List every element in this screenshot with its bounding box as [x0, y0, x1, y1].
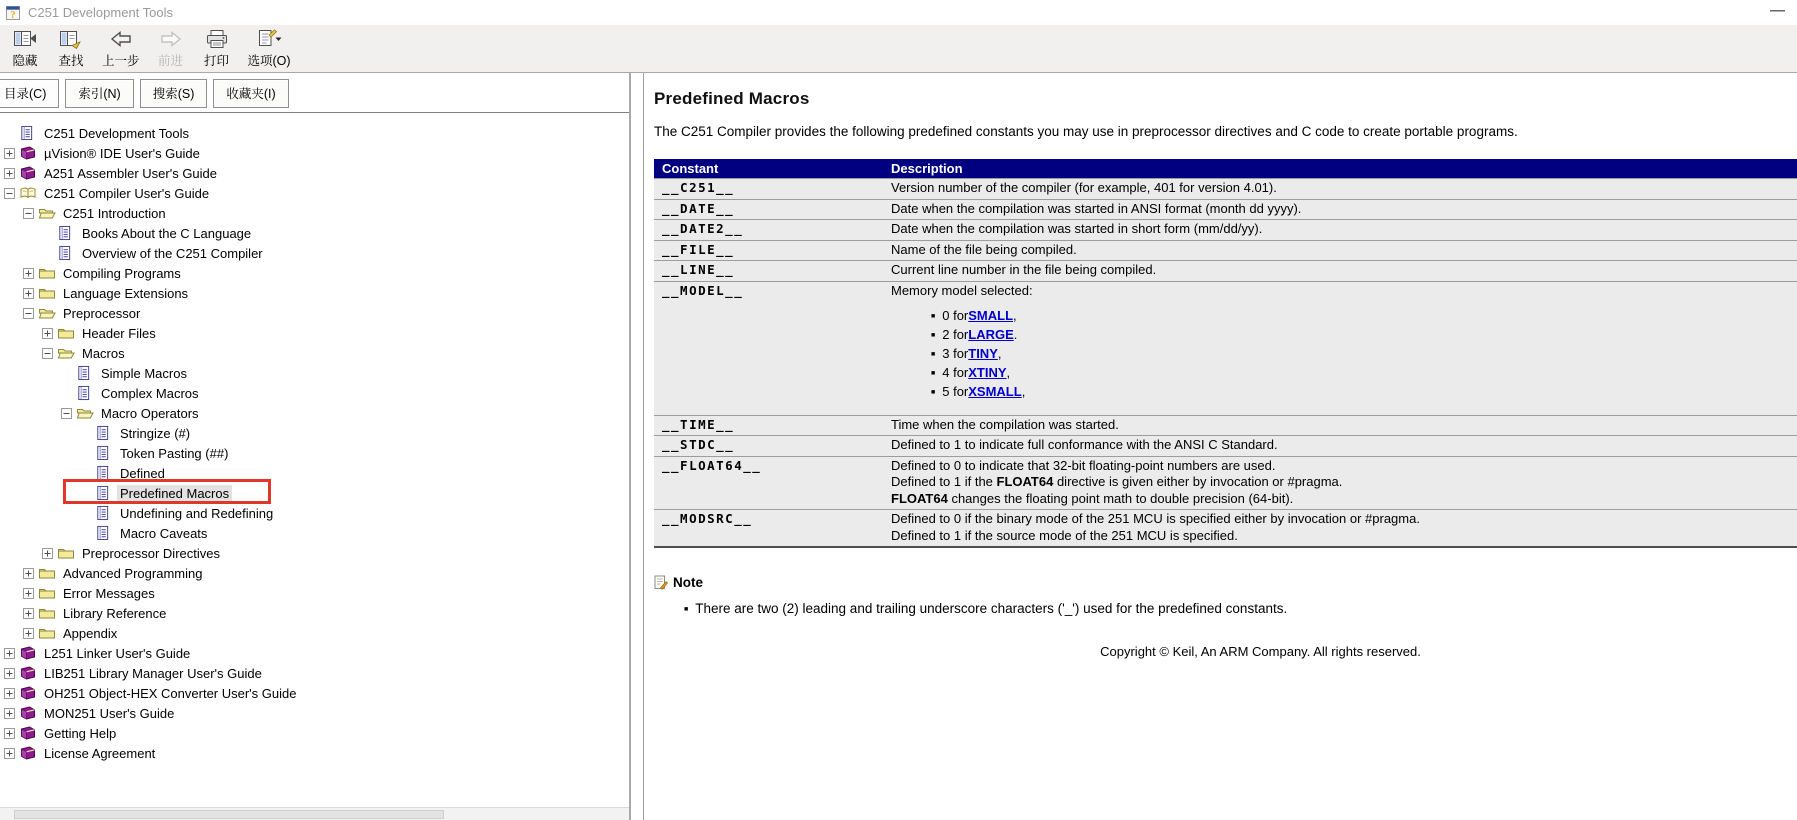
topic-page-icon	[76, 365, 94, 381]
tree-item-label: MON251 User's Guide	[44, 705, 175, 721]
tree-item-macro-operators[interactable]	[0, 403, 629, 423]
macro-description-line: Defined to 1 if the FLOAT64 directive is given either by invocation or #pragma.	[891, 474, 1343, 489]
expander-plus-icon[interactable]	[4, 708, 15, 719]
print-icon	[205, 29, 229, 49]
book-closed-icon	[19, 705, 37, 721]
tree-item-label: µVision® IDE User's Guide	[44, 145, 200, 161]
toolbar-button-label: 前进	[158, 54, 184, 68]
tree-horizontal-scrollbar[interactable]	[0, 807, 629, 820]
macro-constant: __STDC__	[662, 437, 735, 452]
tree-item-label: Header Files	[82, 325, 156, 341]
tree-item-overview-of-the-c251-compiler[interactable]	[0, 243, 629, 263]
folder-closed-icon	[38, 565, 56, 581]
tree-item-label: Macro Caveats	[120, 525, 208, 541]
macro-description-line: FLOAT64 changes the floating point math to double precision (64-bit).	[891, 490, 1294, 506]
folder-closed-icon	[38, 605, 56, 621]
link-xtiny[interactable]: XTINY	[968, 365, 1007, 380]
tree-item-label: Appendix	[63, 625, 118, 641]
note-text: There are two (2) leading and trailing underscore characters ('_') used for the predefined constants.	[695, 601, 1288, 616]
hide-pane-button[interactable]	[2, 26, 48, 71]
expander-plus-icon[interactable]	[23, 628, 34, 639]
topic-page-icon	[95, 445, 113, 461]
macro-constant: __MODEL__	[662, 282, 744, 298]
back-arrow-button[interactable]	[94, 26, 148, 71]
tree-item-token-pasting[interactable]	[0, 443, 629, 463]
macro-description-line: Date when the compilation was started in short form (mm/dd/yy).	[891, 221, 1263, 236]
tree-item-oh251-object-hex-converter-user-s-guide[interactable]	[0, 683, 629, 703]
macro-constant: __DATE__	[662, 200, 735, 216]
tree-item-label: C251 Compiler User's Guide	[44, 185, 210, 201]
tree-item-header-files[interactable]	[0, 323, 629, 343]
tab-favorites[interactable]: 收藏夹(I)	[213, 79, 288, 108]
expander-minus-icon[interactable]	[61, 408, 72, 419]
square-bullet-icon: ■	[931, 389, 936, 396]
print-button[interactable]	[194, 26, 240, 71]
tree-item-label: Error Messages	[63, 585, 155, 601]
topic-page-icon	[95, 505, 113, 521]
tree-item-label: Simple Macros	[101, 365, 187, 381]
topic-page-icon	[95, 425, 113, 441]
link-tiny[interactable]: TINY	[968, 346, 998, 361]
macro-description-line: Date when the compilation was started in ANSI format (month dd yyyy).	[891, 200, 1302, 216]
expander-plus-icon[interactable]	[4, 148, 15, 159]
book-closed-icon	[19, 645, 37, 661]
link-large[interactable]: LARGE	[968, 327, 1014, 342]
tree-item-label: Advanced Programming	[63, 565, 203, 581]
expander-plus-icon[interactable]	[23, 288, 34, 299]
forward-arrow-button	[148, 26, 194, 71]
tree-item-macros[interactable]	[0, 343, 629, 363]
tree-item-advanced-programming[interactable]	[0, 563, 629, 583]
topic-page-icon	[57, 225, 75, 241]
toolbar-button-label: 打印	[204, 54, 230, 68]
topic-page-icon	[76, 385, 94, 401]
book-closed-icon	[19, 145, 37, 161]
tree-item-lib251-library-manager-user-s-guide[interactable]	[0, 663, 629, 683]
intro-paragraph: The C251 Compiler provides the following predefined constants you may use in preprocessor directives and C code to create portable programs.	[654, 124, 1518, 139]
tree-item-library-reference[interactable]	[0, 603, 629, 623]
macro-description-line: Defined to 0 if the binary mode of the 251 MCU is specified either by invocation or #pragma.	[891, 511, 1420, 526]
tree-item-complex-macros[interactable]	[0, 383, 629, 403]
macro-constant: __TIME__	[662, 416, 735, 432]
tree-item-getting-help[interactable]	[0, 723, 629, 743]
copyright-line: Copyright © Keil, An ARM Company. All rights reserved.	[1100, 644, 1421, 659]
tree-item-stringize[interactable]	[0, 423, 629, 443]
expander-plus-icon[interactable]	[23, 268, 34, 279]
tree-item-label: Defined	[120, 465, 165, 481]
memory-model-list	[931, 308, 1789, 403]
minimize-button[interactable]: —	[1770, 2, 1785, 19]
link-small[interactable]: SMALL	[968, 308, 1014, 323]
macro-constant: __C251__	[662, 180, 735, 195]
macro-constant: __LINE__	[662, 262, 735, 277]
pane-splitter[interactable]	[631, 73, 643, 820]
topic-pane	[643, 73, 1797, 820]
expander-plus-icon[interactable]	[4, 168, 15, 179]
toolbar-button-label: 查找	[58, 54, 84, 68]
column-header-description: Description	[883, 159, 1797, 179]
macro-description-line: Version number of the compiler (for example, 401 for version 4.01).	[891, 180, 1277, 195]
contents-tree	[0, 112, 629, 807]
expander-plus-icon[interactable]	[4, 648, 15, 659]
tree-item-compiling-programs[interactable]	[0, 263, 629, 283]
macro-description-line: Defined to 1 to indicate full conformance with the ANSI C Standard.	[891, 437, 1278, 452]
note-title: Note	[673, 574, 703, 590]
topic-page-icon	[57, 245, 75, 261]
tree-item-c251-introduction[interactable]	[0, 203, 629, 223]
book-closed-icon	[19, 685, 37, 701]
tree-item-language-extensions[interactable]	[0, 283, 629, 303]
tree-item-preprocessor-directives[interactable]	[0, 543, 629, 563]
tree-item-macro-caveats[interactable]	[0, 523, 629, 543]
predefined-macros-table	[654, 159, 1797, 548]
tree-item-error-messages[interactable]	[0, 583, 629, 603]
expander-plus-icon[interactable]	[4, 728, 15, 739]
topic-page-icon	[95, 525, 113, 541]
table-row	[654, 199, 1797, 220]
book-open-icon	[19, 185, 37, 201]
toolbar-button-label: 上一步	[102, 54, 140, 68]
square-bullet-icon: ■	[931, 370, 936, 377]
tree-item-label: Language Extensions	[63, 285, 189, 301]
options-icon	[255, 29, 283, 49]
list-item: ■ 2 for LARGE .	[931, 327, 1018, 342]
table-row	[654, 220, 1797, 241]
tree-item-label: Predefined Macros	[117, 485, 232, 502]
tree-item-a251-assembler-user-s-guide[interactable]	[0, 163, 629, 183]
list-item: ■ 3 for TINY ,	[931, 346, 1002, 361]
folder-closed-icon	[38, 265, 56, 281]
square-bullet-icon: ■	[684, 606, 689, 613]
book-closed-icon	[19, 165, 37, 181]
tree-item-label: Token Pasting (##)	[120, 445, 229, 461]
column-header-constant: Constant	[654, 159, 883, 179]
table-row	[654, 281, 1797, 415]
expander-plus-icon[interactable]	[23, 608, 34, 619]
tree-item-label: A251 Assembler User's Guide	[44, 165, 218, 181]
tree-item-label: License Agreement	[44, 745, 156, 761]
folder-closed-icon	[38, 625, 56, 641]
expander-plus-icon[interactable]	[4, 748, 15, 759]
expander-minus-icon[interactable]	[42, 348, 53, 359]
tab-strip	[0, 73, 629, 112]
tree-item-vision-ide-user-s-guide[interactable]	[0, 143, 629, 163]
expander-minus-icon[interactable]	[23, 308, 34, 319]
expander-plus-icon[interactable]	[4, 688, 15, 699]
table-row	[654, 436, 1797, 457]
tree-item-label: Library Reference	[63, 605, 167, 621]
square-bullet-icon: ■	[931, 332, 936, 339]
tree-item-label: C251 Introduction	[63, 205, 166, 221]
tree-item-mon251-user-s-guide[interactable]	[0, 703, 629, 723]
tab-index[interactable]: 索引(N)	[65, 79, 133, 108]
help-window-icon	[5, 5, 21, 21]
book-closed-icon	[19, 725, 37, 741]
tree-item-label: Getting Help	[44, 725, 117, 741]
tree-item-label: Macro Operators	[101, 405, 199, 421]
tree-item-license-agreement[interactable]	[0, 743, 629, 763]
square-bullet-icon: ■	[931, 351, 936, 358]
macro-description-line: Time when the compilation was started.	[891, 416, 1119, 432]
macro-constant: __MODSRC__	[662, 511, 753, 526]
folder-closed-icon	[38, 585, 56, 601]
tree-item-preprocessor[interactable]	[0, 303, 629, 323]
expander-plus-icon[interactable]	[42, 548, 53, 559]
expander-plus-icon[interactable]	[23, 568, 34, 579]
back-arrow-icon	[108, 29, 134, 49]
scrollbar-thumb[interactable]	[14, 810, 444, 819]
topic-page-icon	[19, 125, 37, 141]
list-item: ■ 0 for SMALL ,	[931, 308, 1017, 323]
tree-item-simple-macros[interactable]	[0, 363, 629, 383]
tree-item-l251-linker-user-s-guide[interactable]	[0, 643, 629, 663]
note-section	[654, 574, 1797, 616]
toolbar-button-label: 选项(O)	[247, 54, 291, 68]
folder-open-icon	[38, 205, 56, 221]
toolbar	[0, 25, 1797, 73]
macro-description-line: Name of the file being compiled.	[891, 241, 1077, 257]
expander-plus-icon[interactable]	[4, 668, 15, 679]
title-bar	[0, 0, 1797, 25]
tree-item-c251-compiler-user-s-guide[interactable]	[0, 183, 629, 203]
tree-item-label: Stringize (#)	[120, 425, 191, 441]
tree-item-label: Complex Macros	[101, 385, 199, 401]
locate-button[interactable]	[48, 26, 94, 71]
note-icon	[654, 574, 668, 590]
toolbar-button-label: 隐藏	[12, 54, 38, 68]
tree-item-label: Undefining and Redefining	[120, 505, 274, 521]
tree-item-predefined-macros[interactable]	[0, 483, 629, 503]
list-item: ■ 4 for XTINY ,	[931, 365, 1011, 380]
note-list-item	[684, 601, 1797, 616]
page-title: Predefined Macros	[654, 89, 810, 108]
expander-plus-icon[interactable]	[23, 588, 34, 599]
tree-item-label: Compiling Programs	[63, 265, 181, 281]
tree-item-books-about-the-c-language[interactable]	[0, 223, 629, 243]
macro-constant: __DATE2__	[662, 221, 744, 236]
macro-description-line: Current line number in the file being compiled.	[891, 262, 1157, 277]
tree-item-undefining-and-redefining[interactable]	[0, 503, 629, 523]
folder-open-icon	[76, 405, 94, 421]
table-row	[654, 456, 1797, 510]
locate-icon	[59, 29, 83, 49]
macro-description-line: Memory model selected:	[891, 282, 1033, 298]
topic-page-icon	[95, 485, 113, 501]
topic-page-icon	[95, 465, 113, 481]
tree-item-label: LIB251 Library Manager User's Guide	[44, 665, 262, 681]
macro-constant: __FILE__	[662, 241, 735, 257]
tab-contents[interactable]: 目录(C)	[0, 79, 59, 108]
macro-description-line: Defined to 1 if the source mode of the 251 MCU is specified.	[891, 527, 1238, 543]
book-closed-icon	[19, 665, 37, 681]
expander-minus-icon[interactable]	[4, 188, 15, 199]
forward-arrow-icon	[158, 29, 184, 49]
hide-pane-icon	[13, 29, 37, 49]
tree-item-label: Preprocessor	[63, 305, 141, 321]
tree-item-label: OH251 Object-HEX Converter User's Guide	[44, 685, 297, 701]
tree-item-label: Preprocessor Directives	[82, 545, 220, 561]
folder-closed-icon	[57, 545, 75, 561]
macro-constant: __FLOAT64__	[662, 457, 762, 473]
options-button[interactable]	[240, 26, 299, 71]
tab-search[interactable]: 搜索(S)	[140, 79, 208, 108]
table-row	[654, 510, 1797, 548]
tree-item-label: Macros	[82, 345, 125, 361]
folder-closed-icon	[38, 285, 56, 301]
folder-open-icon	[57, 345, 75, 361]
tree-item-defined[interactable]	[0, 463, 629, 483]
folder-open-icon	[38, 305, 56, 321]
table-row	[654, 240, 1797, 261]
table-row	[654, 179, 1797, 200]
table-row	[654, 261, 1797, 282]
macro-description-line: Defined to 0 to indicate that 32-bit floating-point numbers are used.	[891, 457, 1276, 473]
navigation-pane	[0, 73, 631, 820]
folder-closed-icon	[57, 325, 75, 341]
book-closed-icon	[19, 745, 37, 761]
tree-item-appendix[interactable]	[0, 623, 629, 643]
tree-item-label: C251 Development Tools	[44, 125, 190, 141]
link-xsmall[interactable]: XSMALL	[968, 384, 1022, 399]
expander-minus-icon[interactable]	[23, 208, 34, 219]
tree-item-c251-development-tools[interactable]	[0, 123, 629, 143]
svg-text:?: ?	[10, 9, 16, 21]
table-header-row	[654, 159, 1797, 179]
tree-item-label: Books About the C Language	[82, 225, 252, 241]
table-row	[654, 415, 1797, 436]
tree-item-label: Overview of the C251 Compiler	[82, 245, 263, 261]
list-item: ■ 5 for XSMALL ,	[931, 384, 1026, 399]
tree-item-label: L251 Linker User's Guide	[44, 645, 191, 661]
window-title: C251 Development Tools	[28, 5, 174, 20]
expander-plus-icon[interactable]	[42, 328, 53, 339]
square-bullet-icon: ■	[931, 313, 936, 320]
